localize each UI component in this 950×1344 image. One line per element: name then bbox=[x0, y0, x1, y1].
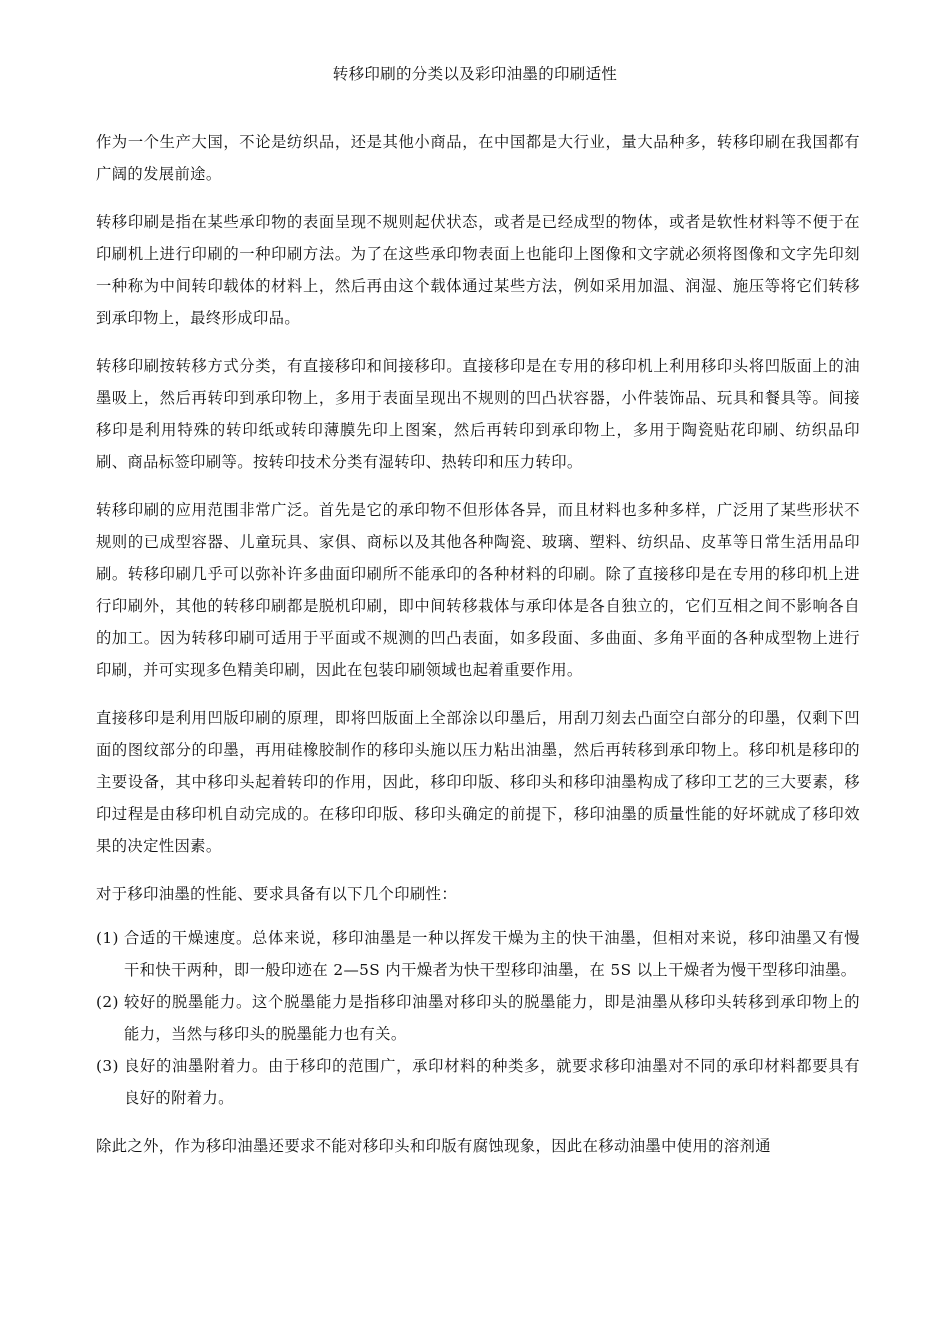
ink-requirements-list bbox=[96, 922, 860, 1114]
list-marker: (2) bbox=[96, 993, 119, 1011]
paragraph-classification: 转移印刷按转移方式分类，有直接移印和间接移印。直接移印是在专用的移印机上利用移印头将凹版面上的油墨吸上，然后再转印到承印物上，多用于表面呈现出不规则的凹凸状容器，小件装饰品、玩具和餐具等。间接移印是利用特殊的转印纸或转印薄膜先印上图案，然后再转印到承印物上，多用于陶瓷贴花印刷、纺织品印刷、商品标签印刷等。按转印技术分类有湿转印、热转印和压力转印。 bbox=[96, 357, 860, 471]
list-item-text: 较好的脱墨能力。这个脱墨能力是指移印油墨对移印头的脱墨能力，即是油墨从移印头转移到承印物上的能力，当然与移印头的脱墨能力也有关。 bbox=[124, 993, 860, 1043]
list-intro: 对于移印油墨的性能、要求具备有以下几个印刷性： bbox=[96, 885, 458, 903]
list-item bbox=[96, 1050, 860, 1114]
list-item bbox=[96, 986, 860, 1050]
list-item bbox=[96, 922, 860, 986]
paragraph-intro: 作为一个生产大国，不论是纺织品，还是其他小商品，在中国都是大行业，量大品种多，转移印刷在我国都有广阔的发展前途。 bbox=[96, 133, 860, 183]
paragraph-direct-pad-printing: 直接移印是利用凹版印刷的原理，即将凹版面上全部涂以印墨后，用刮刀刻去凸面空白部分的印墨，仅剩下凹面的图纹部分的印墨，再用硅橡胶制作的移印头施以压力粘出油墨，然后再转移到承印物上。移印机是移印的主要设备，其中移印头起着转印的作用，因此，移印印版、移印头和移印油墨构成了移印工艺的三大要素，移印过程是由移印机自动完成的。在移印印版、移印头确定的前提下，移印油墨的质量性能的好坏就成了移印效果的决定性因素。 bbox=[96, 709, 860, 855]
document-title: 转移印刷的分类以及彩印油墨的印刷适性 bbox=[332, 65, 618, 83]
document-body bbox=[96, 126, 860, 1178]
list-item-text: 合适的干燥速度。总体来说，移印油墨是一种以挥发干燥为主的快干油墨，但相对来说，移印油墨又有慢干和快干两种，即一般印迹在 2—5S 内干燥者为快干型移印油墨，在 5S 以上干燥者为慢干型移印油墨。 bbox=[124, 929, 860, 979]
list-marker: (1) bbox=[96, 929, 119, 947]
paragraph-applications: 转移印刷的应用范围非常广泛。首先是它的承印物不但形体各异，而且材料也多种多样，广泛用了某些形状不规则的已成型容器、儿童玩具、家俱、商标以及其他各种陶瓷、玻璃、塑料、纺织品、皮革等日常生活用品印刷。转移印刷几乎可以弥补许多曲面印刷所不能承印的各种材料的印刷。除了直接移印是在专用的移印机上进行印刷外，其他的转移印刷都是脱机印刷，即中间转移栽体与承印体是各自独立的，它们互相之间不影响各自的加工。因为转移印刷可适用于平面或不规测的凹凸表面，如多段面、多曲面、多角平面的各种成型物上进行印刷，并可实现多色精美印刷，因此在包装印刷领域也起着重要作用。 bbox=[96, 501, 860, 679]
paragraph-definition: 转移印刷是指在某些承印物的表面呈现不规则起伏状态，或者是已经成型的物体，或者是软性材料等不便于在印刷机上进行印刷的一种印刷方法。为了在这些承印物表面上也能印上图像和文字就必须将图像和文字先印刻一种称为中间转印载体的材料上，然后再由这个载体通过某些方法，例如采用加温、润湿、施压等将它们转移到承印物上，最终形成印品。 bbox=[96, 213, 860, 327]
list-marker: (3) bbox=[96, 1057, 119, 1075]
list-item-text: 良好的油墨附着力。由于移印的范围广，承印材料的种类多，就要求移印油墨对不同的承印材料都要具有良好的附着力。 bbox=[124, 1057, 860, 1107]
paragraph-closing: 除此之外，作为移印油墨还要求不能对移印头和印版有腐蚀现象，因此在移动油墨中使用的溶剂通 bbox=[96, 1137, 771, 1155]
